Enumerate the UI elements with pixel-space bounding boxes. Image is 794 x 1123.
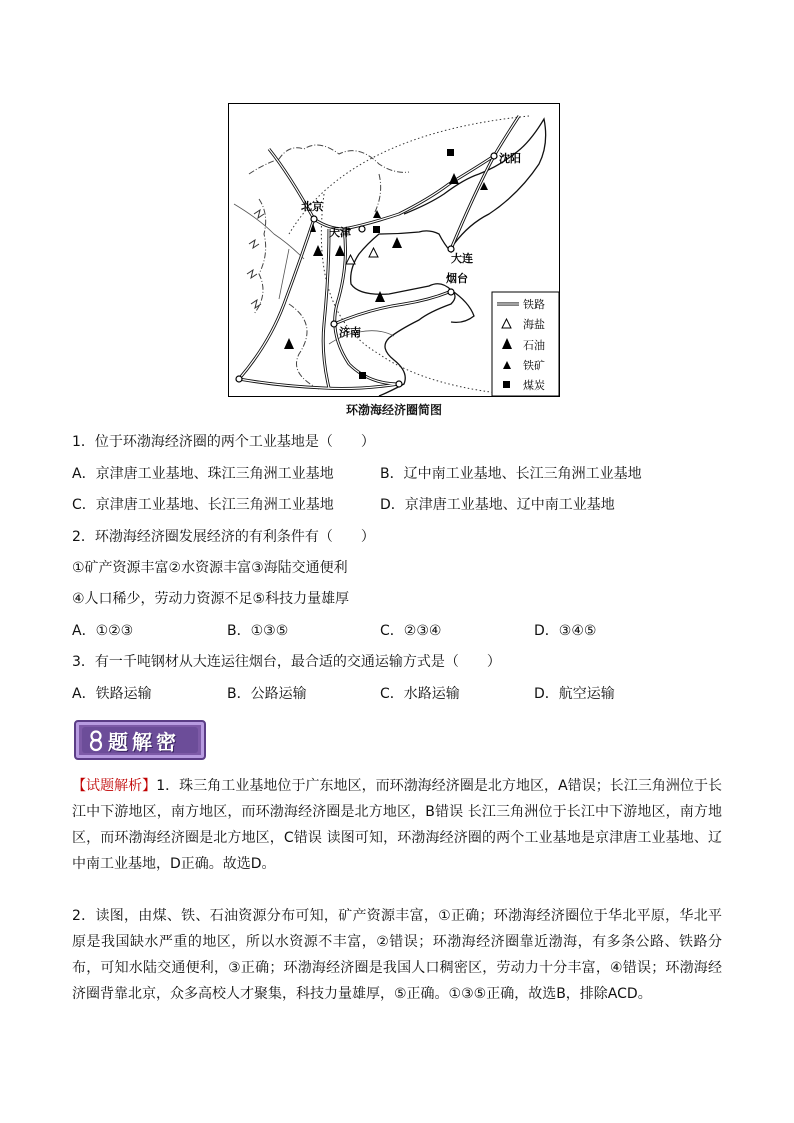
oil-marker	[335, 245, 345, 256]
bohai-map	[228, 103, 560, 397]
oil-marker	[375, 291, 385, 302]
analysis-text-1: 1．珠三角工业基地位于广东地区，而环渤海经济圈是北方地区，A错误；长江三角洲位于长江中下游地区，南方地区，而环渤海经济圈是北方地区，B错误 长江三角洲位于长江中下游地区，南方地区，而环渤海经济圈是北方地区，C错误 读图可知，环渤海经济圈的两个工业基地是京津唐工业基地、辽中南工业基地，D正确。故选D。	[72, 778, 723, 872]
question-3-option-d: D．航空运输	[534, 686, 615, 702]
question-1-stem: 1．位于环渤海经济圈的两个工业基地是（ ）	[72, 434, 375, 450]
question-3-option-c: C．水路运输	[380, 686, 460, 702]
map-caption: 环渤海经济圈简图	[345, 403, 442, 417]
map-svg	[229, 104, 560, 397]
analysis-paragraph-2	[72, 903, 722, 1007]
city-tianjin: 天津	[329, 226, 351, 239]
map-legend	[492, 292, 559, 396]
coal-icon	[503, 381, 510, 388]
question-1-option-c: C．京津唐工业基地、长江三角洲工业基地	[72, 497, 334, 513]
legend-railway-label: 铁路	[523, 298, 545, 311]
city-shenyang: 沈阳	[499, 152, 521, 165]
question-1-option-d: D．京津唐工业基地、辽中南工业基地	[380, 497, 615, 513]
question-2-stem: 2．环渤海经济圈发展经济的有利条件有（ ）	[72, 529, 375, 545]
city-dalian: 大连	[451, 252, 473, 265]
legend-salt-label: 海盐	[523, 318, 545, 331]
analysis-paragraph-1	[72, 773, 722, 877]
question-3-option-b: B．公路运输	[227, 686, 307, 702]
answer-analysis-badge	[74, 720, 206, 760]
question-2-condition-1: ①矿产资源丰富②水资源丰富③海陆交通便利	[72, 560, 348, 576]
key-icon	[86, 730, 106, 752]
oil-marker	[284, 338, 294, 349]
question-3-stem: 3．有一千吨钢材从大连运往烟台，最合适的交通运输方式是（ ）	[72, 654, 501, 670]
question-2-option-a: A．①②③	[72, 623, 134, 639]
legend-iron-label: 铁矿	[523, 359, 545, 372]
question-2-condition-2: ④人口稀少，劳动力资源不足⑤科技力量雄厚	[72, 591, 350, 607]
legend-coal-label: 煤炭	[523, 379, 545, 392]
question-2-option-d: D．③④⑤	[534, 623, 597, 639]
analysis-tag: 【试题解析】	[72, 778, 157, 794]
question-3-option-a: A．铁路运输	[72, 686, 152, 702]
legend-oil-label: 石油	[523, 339, 545, 352]
question-2-option-b: B．①③⑤	[227, 623, 289, 639]
oil-marker	[392, 237, 402, 248]
badge-label: 题解密	[108, 730, 180, 754]
question-2-option-c: C．②③④	[380, 623, 442, 639]
city-yantai: 烟台	[446, 272, 468, 285]
question-1-option-b: B．辽中南工业基地、长江三角洲工业基地	[380, 466, 642, 482]
analysis-text-2: 2．读图，由煤、铁、石油资源分布可知，矿产资源丰富，①正确；环渤海经济圈位于华北平原，华北平原是我国缺水严重的地区，所以水资源不丰富，②错误；环渤海经济圈靠近渤海，有多条公路、铁路分布，可知水陆交通便利，③正确；环渤海经济圈是我国人口稠密区，劳动力十分丰富，④错误；环渤海经济圈背靠北京，众多高校人才聚集，科技力量雄厚，⑤正确。①③⑤正确，故选B，排除ACD。	[72, 908, 722, 1002]
question-1-option-a: A．京津唐工业基地、珠江三角洲工业基地	[72, 466, 334, 482]
city-jinan: 济南	[339, 326, 361, 339]
city-beijing: 北京	[301, 200, 323, 213]
